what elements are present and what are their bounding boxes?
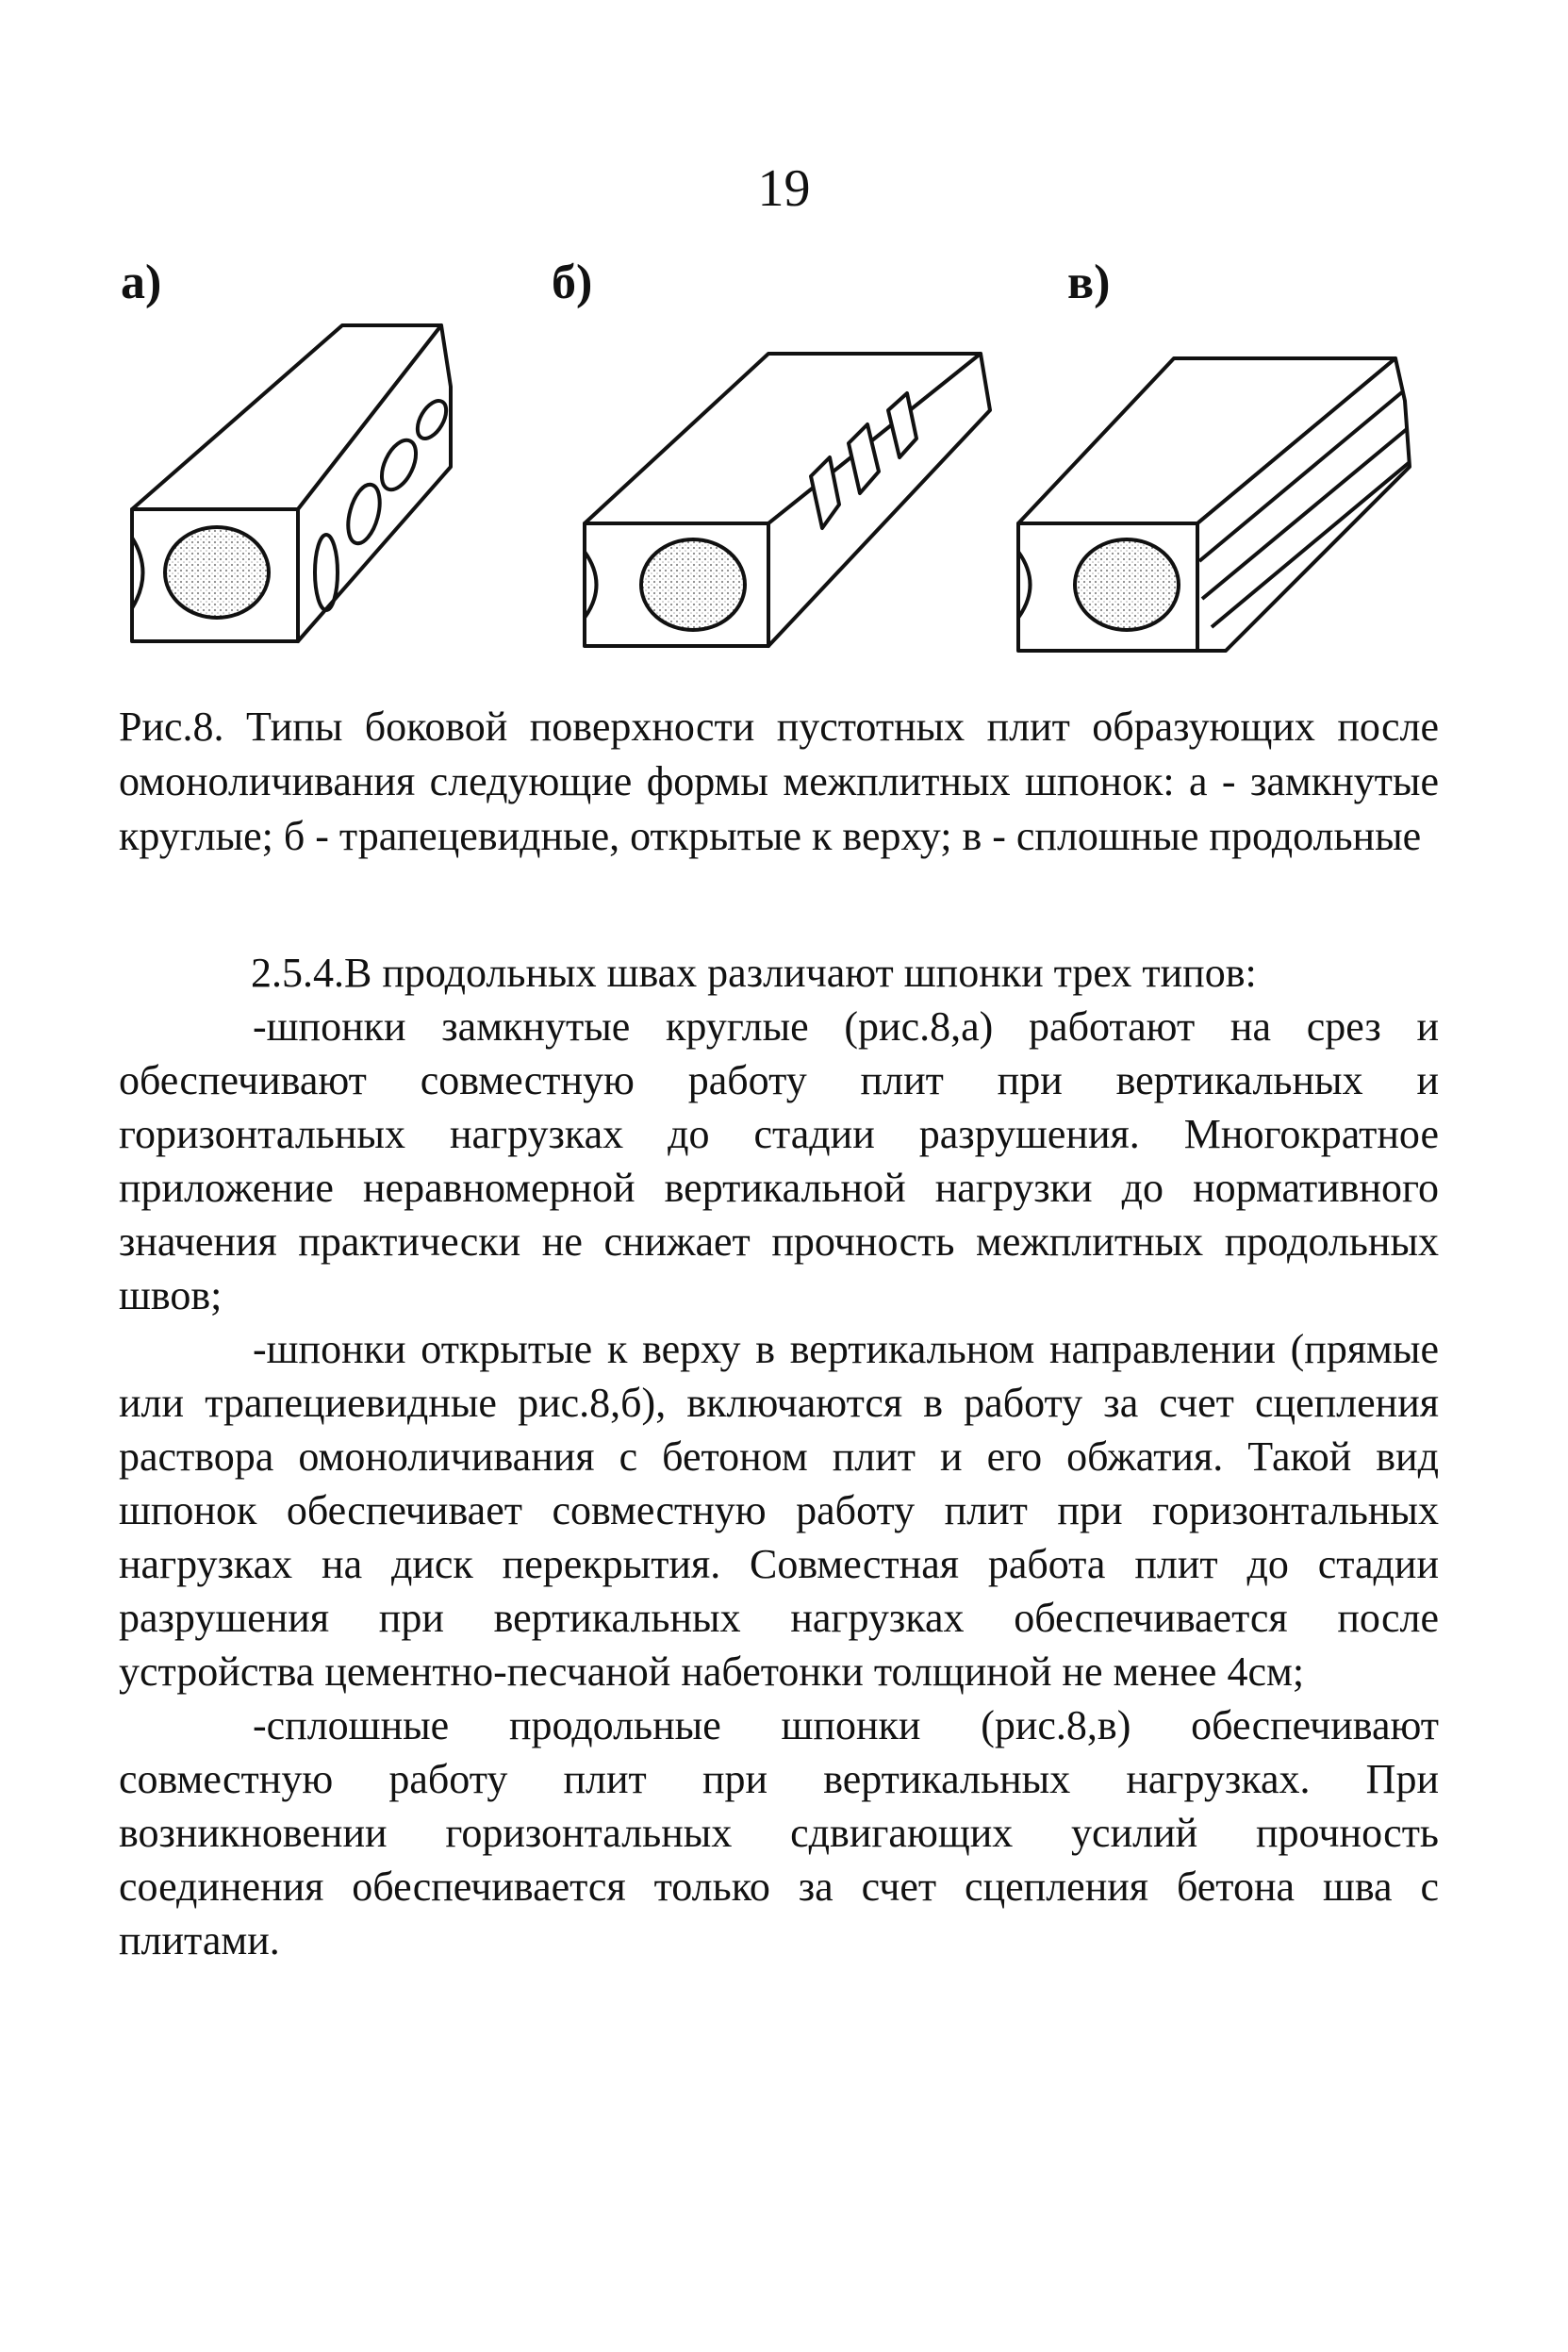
figure-label-a: а) [121,256,162,309]
slab-trapezoidal-keys-drawing [556,325,1009,665]
slab-continuous-key-drawing [981,325,1433,665]
caption-text: Типы боковой поверхности пустотных плит образующих после омоноличивания следующие формы межплитных шпонок: а - замкнутые круглые; б - трапецевидные, открытые к верху; в - сплошные продольные [119,704,1439,859]
paragraph-continuous-keys: -сплошные продольные шпонки (рис.8,в) обеспечивают совместную работу плит при вертикальных нагрузках. При возникновении горизонтальных сдвигающих усилий прочность соединения обеспечивается только за счет сцепления бетона шва с плитами. [119,1702,1439,1963]
slab-round-keys-illustration [111,325,564,665]
paragraph-intro: 2.5.4.В продольных швах различают шпонки трех типов: [251,950,1257,996]
figure-label-b: б) [552,256,593,309]
slab-round-keys-drawing [111,325,564,665]
slab-continuous-key-illustration [981,325,1433,665]
figure-label-v: в) [1067,256,1111,309]
paragraph-open-keys: -шпонки открытые к верху в вертикальном направлении (прямые или трапециевидные рис.8,б), включаются в работу за счет сцепления раствора омоноличивания с бетоном плит и его обжатия. Такой вид шпонок обеспечивает совместную работу плит при горизонтальных нагрузках на диск перекрытия. Совместная работа плит до стадии разрушения при вертикальных нагрузках обеспечивается после устройства цементно-песчаной набетонки толщиной не менее 4см; [119,1326,1439,1695]
figure-caption [119,700,1439,864]
page-number: 19 [757,159,811,218]
caption-figure-ref: Рис.8. [119,704,224,750]
slab-trapezoidal-keys-illustration [556,325,1009,665]
body-text [119,946,1439,1967]
paragraph-round-keys: -шпонки замкнутые круглые (рис.8,а) работают на срез и обеспечивают совместную работу плит при вертикальных и горизонтальных нагрузках до стадии разрушения. Многократное приложение неравномерной вертикальной нагрузки до нормативного значения практически не снижает прочность межплитных продольных швов; [119,1003,1439,1318]
